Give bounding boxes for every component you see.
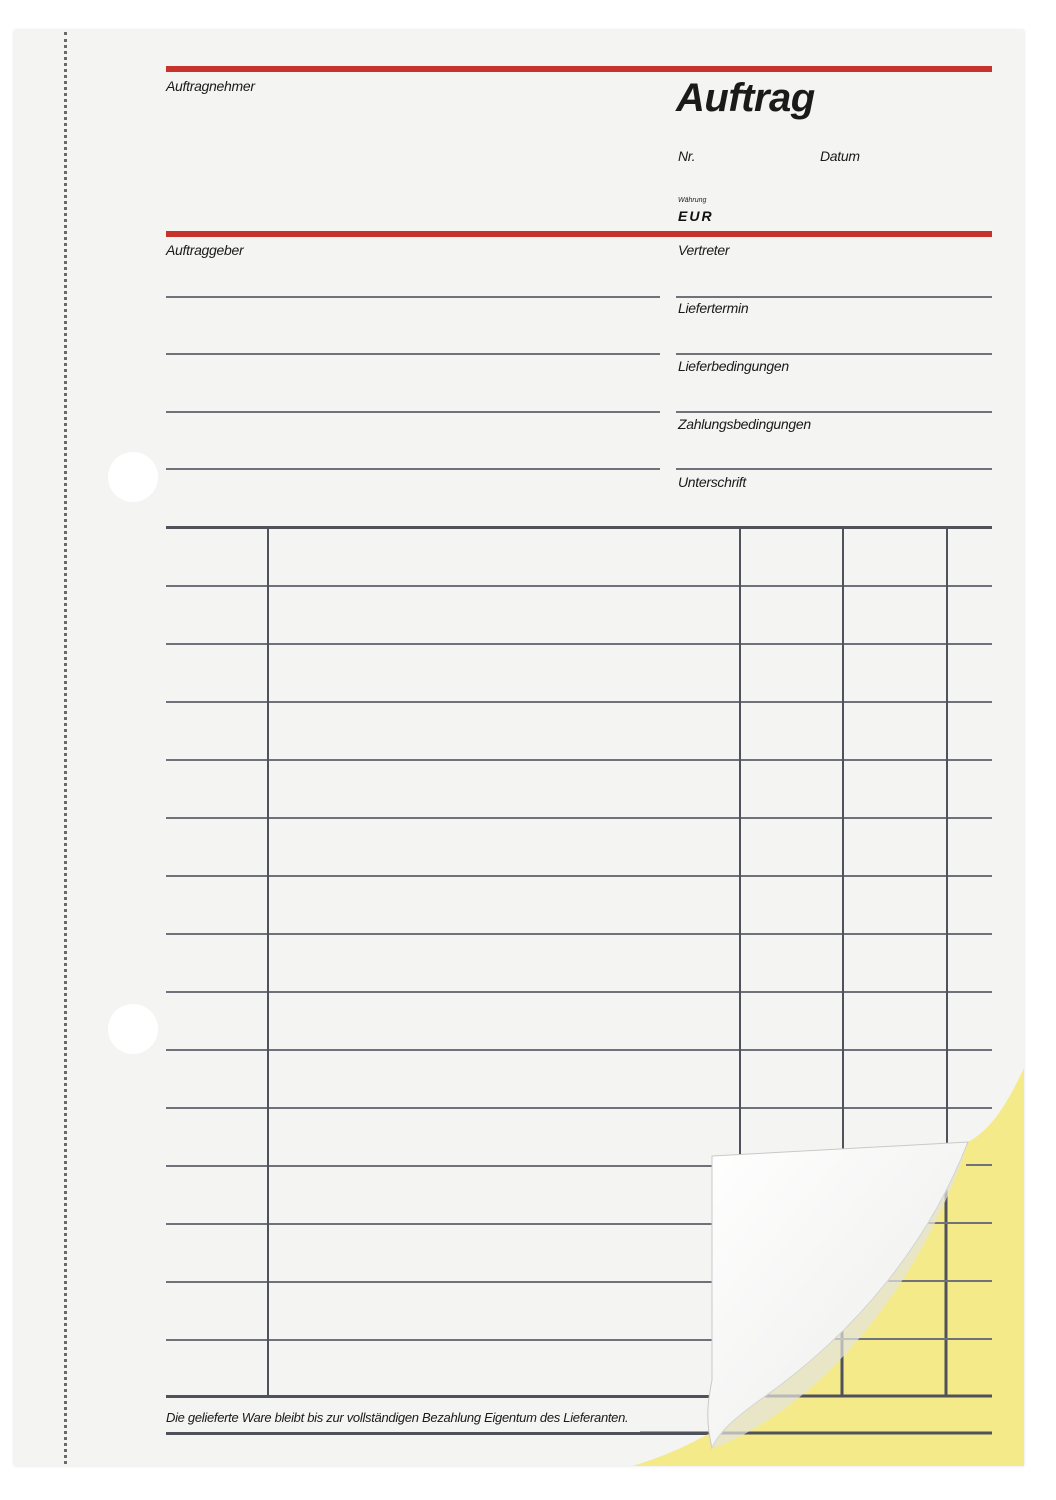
number-label: Nr. bbox=[678, 148, 696, 164]
field-label-signature: Unterschrift bbox=[678, 474, 746, 490]
field-label-delivery-terms: Lieferbedingungen bbox=[678, 358, 789, 374]
currency-value: EUR bbox=[678, 208, 714, 224]
contractor-label: Auftragnehmer bbox=[166, 78, 255, 94]
field-label-delivery-date: Liefertermin bbox=[678, 300, 749, 316]
date-label: Datum bbox=[820, 148, 860, 164]
field-label-representative: Vertreter bbox=[678, 242, 730, 258]
client-label: Auftraggeber bbox=[166, 242, 244, 258]
form-title: Auftrag bbox=[676, 76, 815, 120]
footer-ownership-clause: Die gelieferte Ware bleibt bis zur vollständigen Bezahlung Eigentum des Lieferanten. bbox=[166, 1410, 629, 1425]
field-label-payment-terms: Zahlungsbedingungen bbox=[678, 416, 811, 432]
currency-label: Währung bbox=[678, 197, 707, 204]
